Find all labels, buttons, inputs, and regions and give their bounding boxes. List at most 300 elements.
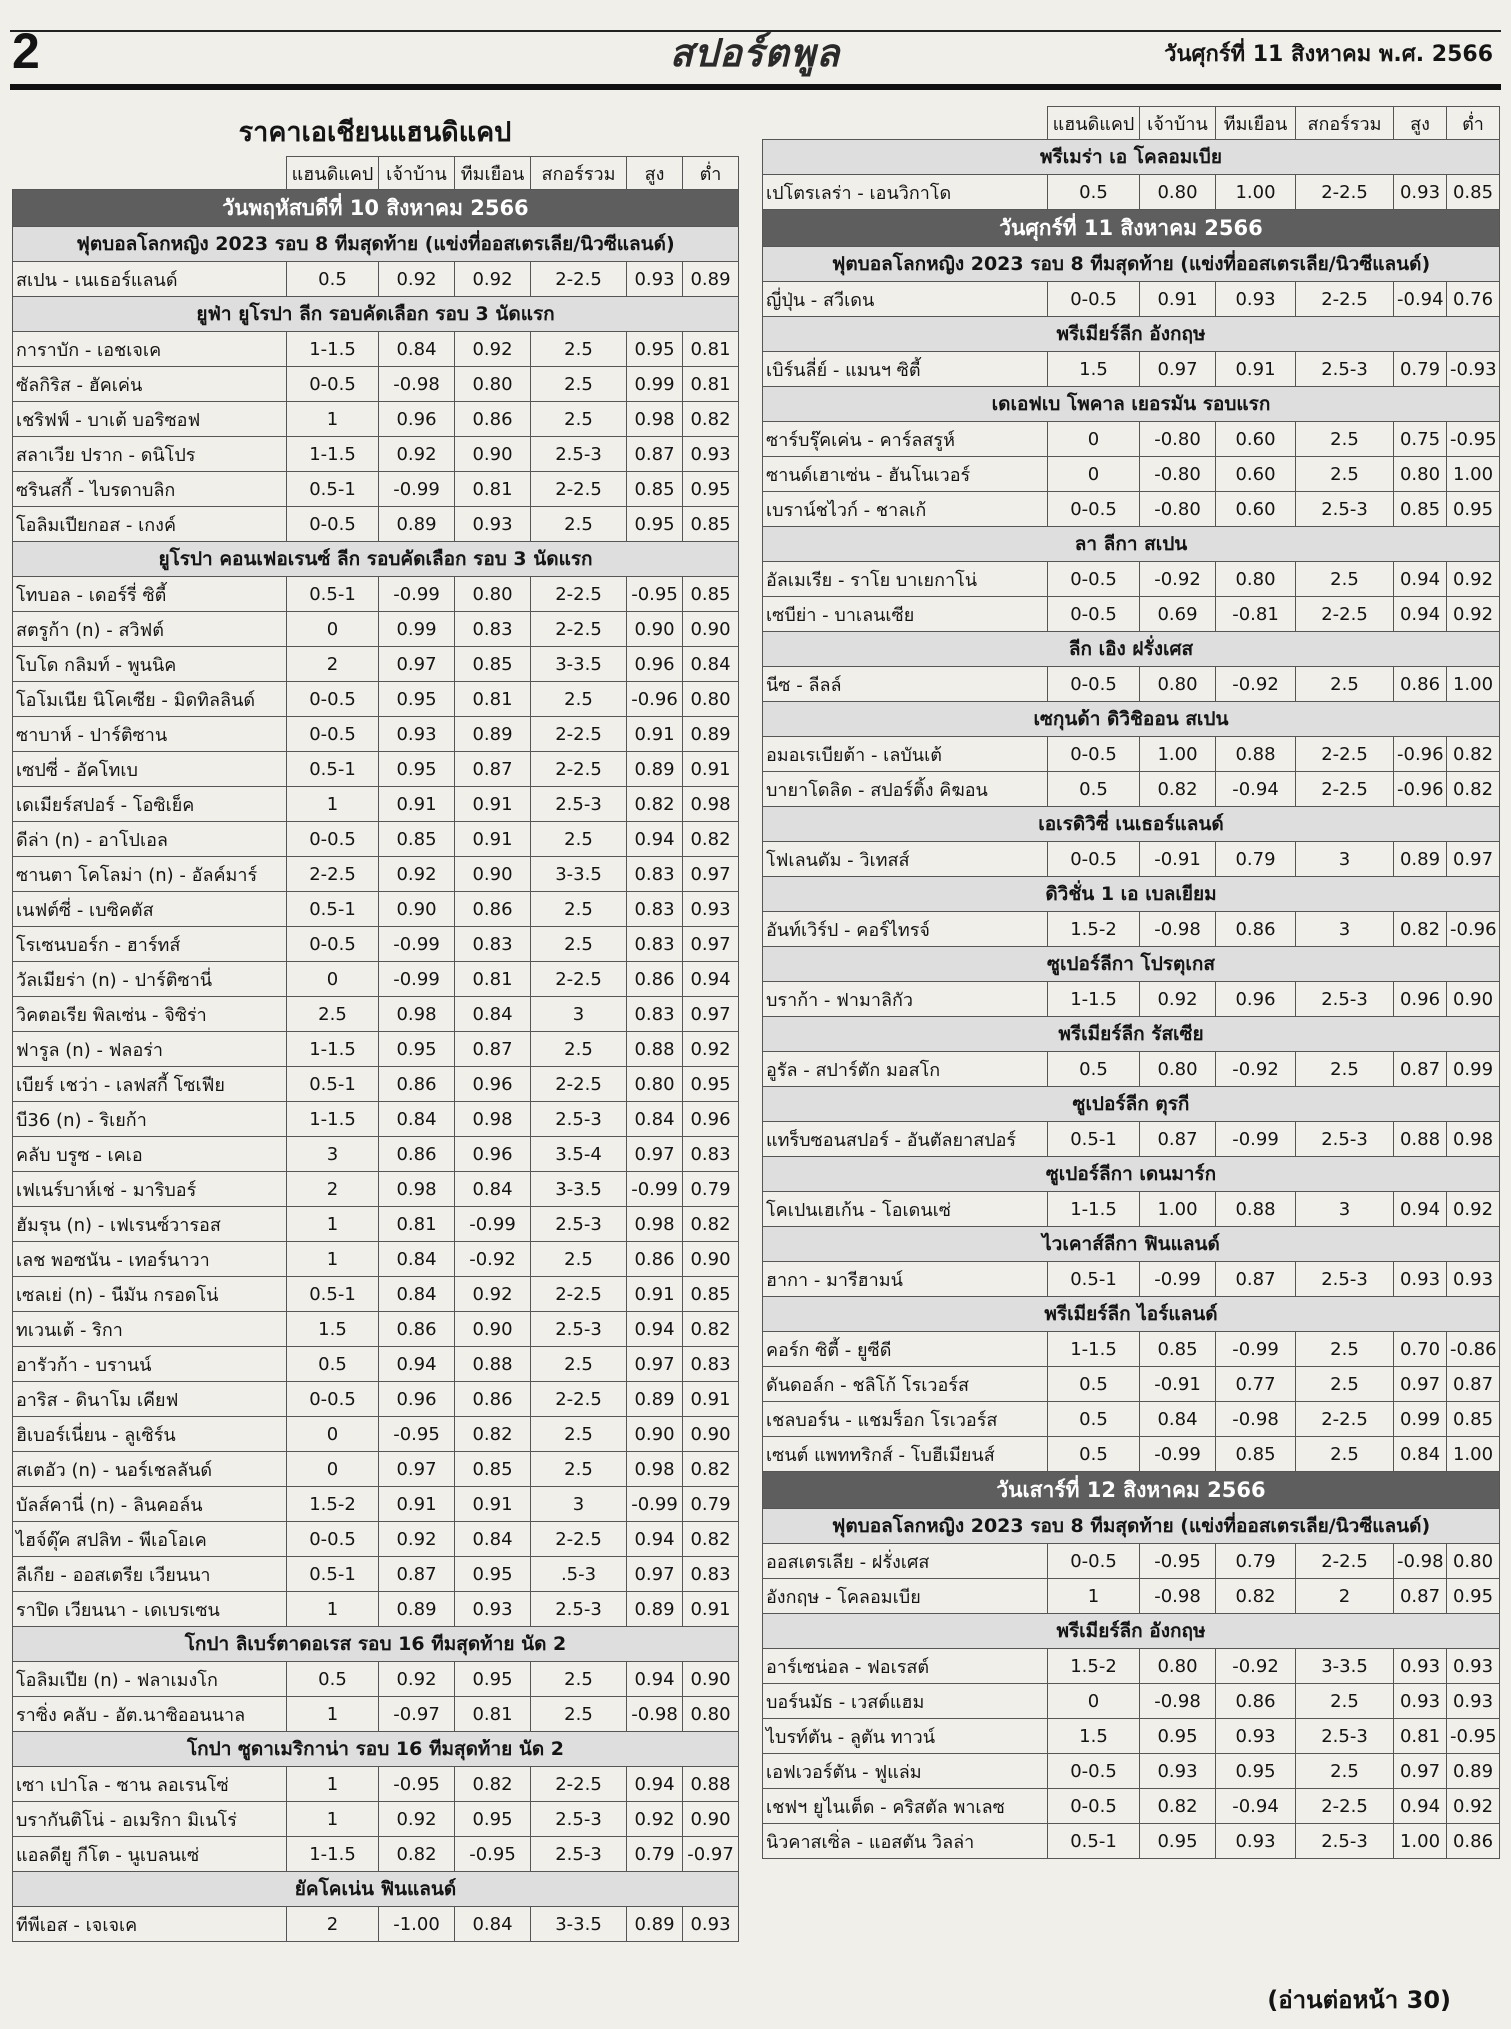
odds-cell: 0.80 (1394, 457, 1447, 492)
odds-cell: 0.92 (379, 437, 455, 472)
odds-cell: 1.5 (1048, 1719, 1140, 1754)
match-teams: เชลบอร์น - แชมร็อก โรเวอร์ส (763, 1402, 1048, 1437)
column-header: ทีมเยือน (455, 157, 531, 190)
odds-cell: -0.99 (379, 577, 455, 612)
odds-cell: -0.95 (379, 1417, 455, 1452)
odds-cell: 0.88 (455, 1347, 531, 1382)
match-teams: ฮิเบอร์เนี่ยน - ลูเซิร์น (13, 1417, 287, 1452)
odds-cell: 0.89 (627, 752, 683, 787)
match-row (13, 682, 739, 717)
odds-cell: 0.84 (1140, 1402, 1216, 1437)
league-name: ดิวิชั่น 1 เอ เบลเยียม (763, 877, 1500, 912)
match-row (763, 597, 1500, 632)
odds-cell: 0.99 (1394, 1402, 1447, 1437)
odds-cell: 2.5-3 (1296, 1824, 1394, 1859)
odds-cell: -0.92 (1216, 1649, 1296, 1684)
odds-cell: 3 (531, 1487, 627, 1522)
odds-cell: 0.83 (683, 1347, 739, 1382)
odds-cell: -0.94 (1394, 282, 1447, 317)
odds-cell: 2-2.5 (531, 1522, 627, 1557)
odds-cell: 0.95 (627, 332, 683, 367)
odds-cell: 0.88 (683, 1767, 739, 1802)
match-teams: อาริส - ดินาโม เคียฟ (13, 1382, 287, 1417)
odds-cell: -0.92 (1216, 667, 1296, 702)
odds-cell: -0.94 (1216, 1789, 1296, 1824)
league-name: ฟุตบอลโลกหญิง 2023 รอบ 8 ทีมสุดท้าย (แข่งที่ออสเตรเลีย/นิวซีแลนด์) (763, 247, 1500, 282)
odds-cell: 0.82 (683, 1207, 739, 1242)
column-header: แฮนดิแคป (1048, 107, 1140, 140)
match-row (13, 1662, 739, 1697)
odds-cell: 0.97 (1140, 352, 1216, 387)
match-teams: ฟารูล (n) - ฟลอร่า (13, 1032, 287, 1067)
match-teams: ฮัมรุน (n) - เฟเรนซ์วารอส (13, 1207, 287, 1242)
match-teams: อัลเมเรีย - ราโย บาเยกาโน่ (763, 562, 1048, 597)
odds-cell: 0.87 (379, 1557, 455, 1592)
league-header-row (763, 1017, 1500, 1052)
odds-cell: 0.80 (455, 577, 531, 612)
odds-cell: 0.97 (627, 1137, 683, 1172)
odds-cell: 0.91 (1140, 282, 1216, 317)
league-header-row (763, 1297, 1500, 1332)
odds-cell: 0.82 (1394, 912, 1447, 947)
odds-cell: 0.85 (1447, 1402, 1500, 1437)
odds-cell: 0.5 (1048, 175, 1140, 210)
odds-cell: 2-2.5 (531, 612, 627, 647)
odds-cell: 2.5-3 (1296, 1262, 1394, 1297)
match-row (763, 912, 1500, 947)
league-name: ฟุตบอลโลกหญิง 2023 รอบ 8 ทีมสุดท้าย (แข่งที่ออสเตรเลีย/นิวซีแลนด์) (763, 1509, 1500, 1544)
odds-cell: 0.92 (379, 857, 455, 892)
match-teams: โรเซนบอร์ก - ฮาร์ทส์ (13, 927, 287, 962)
odds-cell: 2.5 (1296, 562, 1394, 597)
odds-cell: 3-3.5 (531, 857, 627, 892)
league-header-row (763, 807, 1500, 842)
league-header-row (763, 1087, 1500, 1122)
odds-cell: 0.83 (683, 1557, 739, 1592)
column-header: ต่ำ (683, 157, 739, 190)
odds-cell: 3 (287, 1137, 379, 1172)
odds-cell: 0.92 (627, 1802, 683, 1837)
odds-cell: 0.90 (683, 612, 739, 647)
odds-cell: 0.82 (1447, 737, 1500, 772)
odds-cell: 2.5 (1296, 1437, 1394, 1472)
odds-cell: 0.97 (683, 997, 739, 1032)
match-teams: สลาเวีย ปราก - ดนิโปร (13, 437, 287, 472)
odds-cell: 0.91 (627, 1277, 683, 1312)
odds-cell: 0.5 (1048, 1402, 1140, 1437)
odds-cell: 0.97 (627, 1347, 683, 1382)
odds-cell: 0-0.5 (1048, 282, 1140, 317)
odds-cell: 0.96 (683, 1102, 739, 1137)
odds-cell: 0.79 (683, 1487, 739, 1522)
odds-cell: .5-3 (531, 1557, 627, 1592)
match-row (763, 737, 1500, 772)
odds-cell: 3 (1296, 912, 1394, 947)
odds-cell: 0.5-1 (1048, 1262, 1140, 1297)
odds-cell: 0.5-1 (287, 1557, 379, 1592)
odds-cell: -0.96 (1394, 737, 1447, 772)
odds-cell: 0.60 (1216, 422, 1296, 457)
odds-cell: 0.91 (379, 787, 455, 822)
odds-cell: 2-2.5 (1296, 772, 1394, 807)
odds-cell: 0.88 (1216, 1192, 1296, 1227)
odds-cell: 2-2.5 (531, 1067, 627, 1102)
odds-cell: 3.5-4 (531, 1137, 627, 1172)
odds-cell: -0.98 (1140, 912, 1216, 947)
odds-cell: 0.82 (455, 1767, 531, 1802)
match-row (763, 1719, 1500, 1754)
match-row (763, 1262, 1500, 1297)
odds-cell: 0.5-1 (1048, 1122, 1140, 1157)
odds-cell: 0.82 (379, 1837, 455, 1872)
odds-cell: -0.81 (1216, 597, 1296, 632)
league-name: ลีก เอิง ฝรั่งเศส (763, 632, 1500, 667)
odds-cell: 0.92 (1140, 982, 1216, 1017)
league-name: ซูเปอร์ลีกา เดนมาร์ก (763, 1157, 1500, 1192)
odds-cell: 0.98 (683, 787, 739, 822)
odds-cell: 0.94 (627, 822, 683, 857)
odds-cell: 1.00 (1447, 457, 1500, 492)
match-row (13, 752, 739, 787)
odds-cell: 0.93 (683, 437, 739, 472)
odds-cell: 0.94 (379, 1347, 455, 1382)
odds-cell: 0.81 (683, 332, 739, 367)
match-teams: โอโมเนีย นิโคเซีย - มิดทิลลินด์ (13, 682, 287, 717)
match-row (763, 1402, 1500, 1437)
odds-cell: 0.93 (1216, 282, 1296, 317)
league-name: ไวเคาส์ลีกา ฟินแลนด์ (763, 1227, 1500, 1262)
odds-cell: 2-2.5 (531, 577, 627, 612)
odds-cell: 0.91 (683, 752, 739, 787)
odds-cell: -0.92 (1140, 562, 1216, 597)
match-teams: ดีล่า (n) - อาโปเอล (13, 822, 287, 857)
header-row (763, 107, 1500, 140)
odds-cell: 0.93 (455, 1592, 531, 1627)
odds-cell: 0.83 (627, 857, 683, 892)
odds-cell: 1-1.5 (287, 437, 379, 472)
odds-cell: 0.5-1 (287, 752, 379, 787)
odds-cell: 0.90 (455, 437, 531, 472)
odds-cell: 0.89 (683, 262, 739, 297)
left-column (12, 106, 738, 1942)
odds-cell: 0-0.5 (287, 717, 379, 752)
odds-cell: 0.97 (683, 927, 739, 962)
odds-cell: 2-2.5 (531, 1277, 627, 1312)
odds-cell: 1.5-2 (1048, 1649, 1140, 1684)
odds-cell: 0-0.5 (1048, 1789, 1140, 1824)
odds-cell: 0-0.5 (1048, 842, 1140, 877)
odds-cell: 2-2.5 (531, 472, 627, 507)
odds-cell: 2.5-3 (531, 1102, 627, 1137)
odds-cell: 0.94 (1394, 1192, 1447, 1227)
odds-cell: 2-2.5 (1296, 597, 1394, 632)
match-teams: เซบีย่า - บาเลนเซีย (763, 597, 1048, 632)
odds-cell: 0.95 (683, 1067, 739, 1102)
odds-cell: 2 (287, 1907, 379, 1942)
odds-cell: 0.5-1 (287, 892, 379, 927)
odds-cell: 0.86 (379, 1067, 455, 1102)
odds-cell: 2.5 (1296, 1332, 1394, 1367)
match-row (13, 1487, 739, 1522)
odds-cell: -0.98 (1140, 1579, 1216, 1614)
match-teams: เนฟต์ซี่ - เบซิคตัส (13, 892, 287, 927)
match-row (763, 352, 1500, 387)
date-banner-row (763, 1472, 1500, 1509)
odds-cell: -1.00 (379, 1907, 455, 1942)
continue-note: (อ่านต่อหน้า 30) (1267, 1986, 1451, 2014)
match-teams: เอฟเวอร์ตัน - ฟูแล่ม (763, 1754, 1048, 1789)
odds-cell: 0.97 (683, 857, 739, 892)
match-row (13, 367, 739, 402)
league-header-row (763, 140, 1500, 175)
date-banner: วันศุกร์ที่ 11 สิงหาคม 2566 (763, 210, 1500, 247)
match-row (13, 717, 739, 752)
odds-cell: 0.87 (1216, 1262, 1296, 1297)
odds-cell: 0.95 (1216, 1754, 1296, 1789)
odds-cell: 0.86 (627, 962, 683, 997)
odds-cell: 0.79 (1216, 1544, 1296, 1579)
match-row (13, 1067, 739, 1102)
odds-cell: 3 (1296, 842, 1394, 877)
league-name: ซูเปอร์ลีกา โปรตุเกส (763, 947, 1500, 982)
match-teams: ออสเตรเลีย - ฝรั่งเศส (763, 1544, 1048, 1579)
odds-cell: 0.80 (1447, 1544, 1500, 1579)
odds-cell: 0.81 (379, 1207, 455, 1242)
odds-cell: 0.98 (627, 1207, 683, 1242)
odds-cell: -0.99 (379, 962, 455, 997)
match-row (13, 822, 739, 857)
match-row (763, 422, 1500, 457)
match-row (13, 787, 739, 822)
match-row (13, 1207, 739, 1242)
match-teams: เซปซี่ - อัคโทเบ (13, 752, 287, 787)
odds-cell: 2-2.5 (531, 262, 627, 297)
odds-cell: 0.94 (627, 1522, 683, 1557)
column-header: เจ้าบ้าน (379, 157, 455, 190)
odds-cell: 0.95 (683, 472, 739, 507)
odds-cell: 0 (1048, 1684, 1140, 1719)
odds-cell: 0.88 (1394, 1122, 1447, 1157)
odds-cell: 0-0.5 (1048, 737, 1140, 772)
match-teams: ซัลกิริส - ฮัคเค่น (13, 367, 287, 402)
odds-cell: 0.92 (1447, 562, 1500, 597)
odds-cell: 1 (287, 1802, 379, 1837)
odds-cell: 1.00 (1140, 1192, 1216, 1227)
odds-cell: 2.5 (1296, 1684, 1394, 1719)
odds-cell: 0.80 (1140, 1052, 1216, 1087)
odds-cell: 0.93 (1140, 1754, 1216, 1789)
odds-cell: 1-1.5 (1048, 1332, 1140, 1367)
odds-cell: 2.5 (1296, 422, 1394, 457)
match-row (13, 1032, 739, 1067)
league-header-row (763, 1227, 1500, 1262)
match-row (13, 1242, 739, 1277)
odds-cell: 0.97 (1447, 842, 1500, 877)
odds-cell: 0.86 (379, 1312, 455, 1347)
odds-cell: 0.93 (683, 1907, 739, 1942)
odds-cell: 0.92 (455, 332, 531, 367)
odds-cell: 0.90 (379, 892, 455, 927)
odds-cell: 0.88 (1216, 737, 1296, 772)
odds-cell: 0.98 (379, 1172, 455, 1207)
odds-cell: 0.95 (455, 1557, 531, 1592)
odds-cell: 2.5-3 (531, 437, 627, 472)
odds-cell: -0.80 (1140, 422, 1216, 457)
match-teams: เบียร์ เชว่า - เลฟสกี้ โซเฟีย (13, 1067, 287, 1102)
odds-cell: 2.5-3 (531, 1802, 627, 1837)
odds-cell: 0.80 (1216, 562, 1296, 597)
league-header-row (763, 387, 1500, 422)
odds-cell: 0.96 (455, 1137, 531, 1172)
odds-cell: 0.82 (1216, 1579, 1296, 1614)
odds-cell: 0.94 (1394, 1789, 1447, 1824)
odds-cell: 0.84 (455, 1172, 531, 1207)
odds-cell: 2-2.5 (531, 717, 627, 752)
odds-cell: 0.60 (1216, 457, 1296, 492)
league-name: ยัคโคเน่น ฟินแลนด์ (13, 1872, 739, 1907)
date-banner: วันพฤหัสบดีที่ 10 สิงหาคม 2566 (13, 190, 739, 227)
odds-cell: 0.91 (379, 1487, 455, 1522)
odds-cell: 1 (287, 1697, 379, 1732)
league-header-row (13, 297, 739, 332)
odds-cell: 0.92 (379, 1802, 455, 1837)
odds-cell: 1 (287, 787, 379, 822)
odds-cell: 0.93 (683, 892, 739, 927)
odds-cell: 0.79 (1216, 842, 1296, 877)
column-header: สกอร์รวม (1296, 107, 1394, 140)
odds-cell: 0.85 (1447, 175, 1500, 210)
odds-cell: -0.93 (1447, 352, 1500, 387)
odds-cell: 0.85 (683, 577, 739, 612)
match-row (763, 457, 1500, 492)
odds-cell: 0.5 (287, 1662, 379, 1697)
date-banner-row (763, 210, 1500, 247)
odds-cell: 0.93 (379, 717, 455, 752)
odds-cell: 2.5 (531, 1347, 627, 1382)
odds-cell: 1 (1048, 1579, 1140, 1614)
odds-cell: 0.82 (1140, 772, 1216, 807)
odds-cell: 0.81 (683, 367, 739, 402)
odds-cell: 2.5-3 (531, 787, 627, 822)
odds-cell: 2-2.5 (531, 962, 627, 997)
match-teams: ซานด์เฮาเซ่น - ฮันโนเวอร์ (763, 457, 1048, 492)
match-row (13, 1102, 739, 1137)
odds-cell: 0.95 (1447, 492, 1500, 527)
odds-cell: 0.92 (379, 1662, 455, 1697)
odds-cell: 0-0.5 (1048, 1544, 1140, 1579)
odds-cell: 0.5-1 (287, 1067, 379, 1102)
odds-cell: 0 (287, 962, 379, 997)
odds-cell: 0.93 (1216, 1719, 1296, 1754)
odds-table-right (762, 106, 1500, 1859)
match-teams: บัลส์คานี่ (n) - ลินคอล์น (13, 1487, 287, 1522)
odds-cell: 2.5 (531, 1662, 627, 1697)
league-header-row (763, 632, 1500, 667)
odds-cell: 0.85 (1216, 1437, 1296, 1472)
odds-cell: 0.89 (1447, 1754, 1500, 1789)
odds-cell: 0.95 (379, 1032, 455, 1067)
date-banner: วันเสาร์ที่ 12 สิงหาคม 2566 (763, 1472, 1500, 1509)
odds-cell: 2.5-3 (1296, 1719, 1394, 1754)
odds-cell: 0.93 (1394, 1262, 1447, 1297)
odds-cell: 0.85 (1140, 1332, 1216, 1367)
odds-cell: 0 (287, 1417, 379, 1452)
odds-cell: 0-0.5 (287, 1382, 379, 1417)
match-row (13, 1802, 739, 1837)
league-name: พรีเมียร์ลีก อังกฤษ (763, 317, 1500, 352)
match-teams: เดเมียร์สปอร์ - โอซิเย็ค (13, 787, 287, 822)
odds-cell: -0.97 (379, 1697, 455, 1732)
odds-cell: 0.91 (1216, 352, 1296, 387)
odds-cell: 0.85 (455, 1452, 531, 1487)
odds-cell: 0.83 (627, 927, 683, 962)
odds-cell: 0.89 (627, 1382, 683, 1417)
odds-cell: 2.5 (531, 402, 627, 437)
odds-cell: 0.85 (627, 472, 683, 507)
odds-cell: 1 (287, 402, 379, 437)
odds-cell: -0.99 (1140, 1437, 1216, 1472)
odds-cell: 0.95 (627, 507, 683, 542)
match-row (13, 1137, 739, 1172)
odds-cell: 0.85 (683, 507, 739, 542)
odds-cell: 0.93 (1216, 1824, 1296, 1859)
header-row (13, 157, 739, 190)
match-teams: เซลเย่ (n) - นีมัน กรอดโน่ (13, 1277, 287, 1312)
league-header-row (763, 317, 1500, 352)
odds-cell: 2.5-3 (531, 1592, 627, 1627)
match-teams: เปโตรเลร่า - เอนวิกาโด (763, 175, 1048, 210)
match-row (763, 1437, 1500, 1472)
header-blank-cell (763, 107, 1048, 140)
odds-cell: 0.95 (1447, 1579, 1500, 1614)
odds-cell: 0.79 (683, 1172, 739, 1207)
match-teams: สเตอัว (n) - นอร์เชลลันด์ (13, 1452, 287, 1487)
odds-cell: 1.00 (1447, 1437, 1500, 1472)
odds-cell: 2.5-3 (531, 1312, 627, 1347)
odds-cell: 0.85 (683, 1277, 739, 1312)
column-header: สูง (627, 157, 683, 190)
odds-cell: 2.5-3 (1296, 1122, 1394, 1157)
odds-cell: 0.86 (1216, 1684, 1296, 1719)
odds-cell: 0.96 (379, 1382, 455, 1417)
odds-cell: -0.98 (1394, 1544, 1447, 1579)
match-teams: ซรินสกี้ - ไบรดาบลิก (13, 472, 287, 507)
match-row (13, 1347, 739, 1382)
odds-cell: 0 (287, 1452, 379, 1487)
odds-cell: 0.90 (1447, 982, 1500, 1017)
column-header: เจ้าบ้าน (1140, 107, 1216, 140)
match-teams: เลช พอซนัน - เทอร์นาวา (13, 1242, 287, 1277)
match-row (763, 282, 1500, 317)
odds-cell: 2.5 (1296, 1754, 1394, 1789)
odds-cell: -0.91 (1140, 842, 1216, 877)
match-row (763, 562, 1500, 597)
match-row (763, 492, 1500, 527)
odds-cell: 0.82 (1447, 772, 1500, 807)
odds-cell: 0.84 (455, 1907, 531, 1942)
match-teams: โทบอล - เดอร์รี่ ซิตี้ (13, 577, 287, 612)
match-row (763, 1332, 1500, 1367)
league-name: พรีเมร่า เอ โคลอมเบีย (763, 140, 1500, 175)
odds-cell: 0.84 (379, 1242, 455, 1277)
odds-cell: 2.5 (1296, 457, 1394, 492)
match-row (763, 1192, 1500, 1227)
odds-cell: 0.81 (455, 682, 531, 717)
odds-cell: 0.97 (1394, 1754, 1447, 1789)
odds-table-left (12, 156, 739, 1942)
odds-cell: 0.82 (1140, 1789, 1216, 1824)
odds-cell: 0.5-1 (287, 1277, 379, 1312)
